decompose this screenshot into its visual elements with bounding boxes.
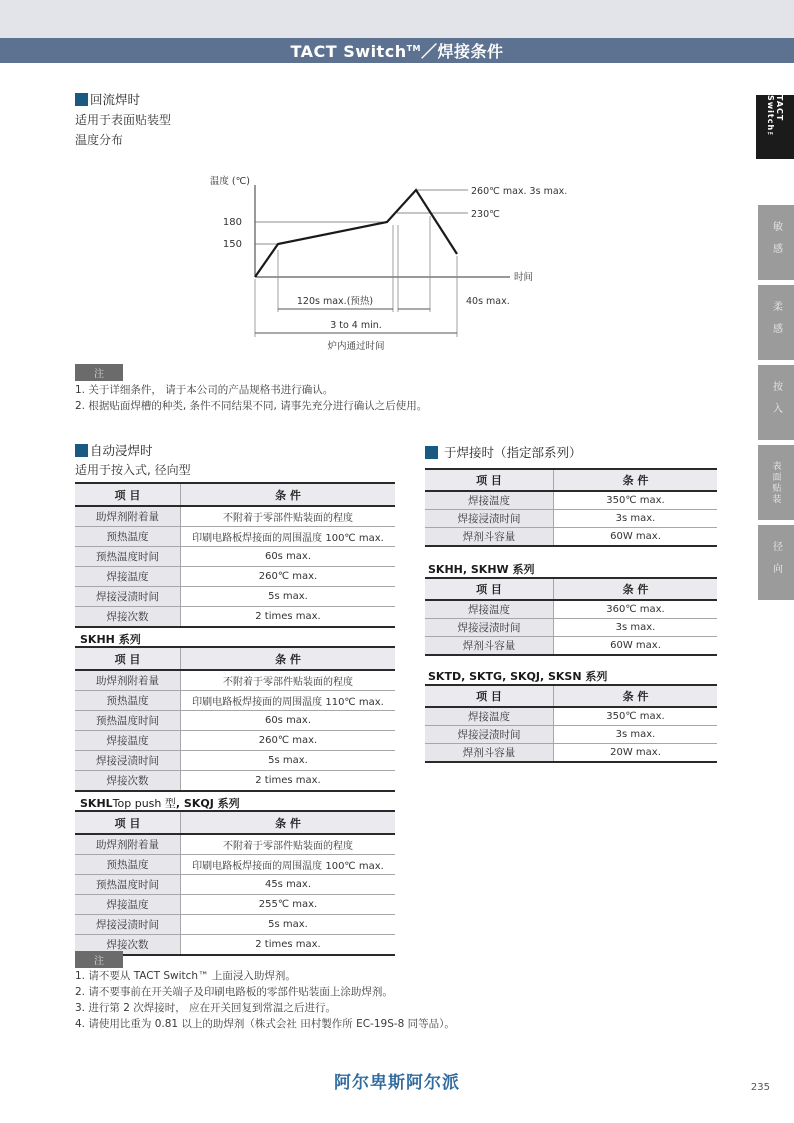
page-number: 235 bbox=[750, 1082, 770, 1093]
trademark-superscript: TM bbox=[406, 44, 421, 53]
item-cell: 焊接温度 bbox=[425, 600, 554, 619]
page-header-bar bbox=[0, 38, 794, 63]
condition-cell: 5s max. bbox=[181, 751, 396, 771]
table-row bbox=[75, 935, 395, 956]
side-tab-label: 按入 bbox=[770, 380, 782, 425]
condition-cell: 印刷电路板焊接面的周围温度 100℃ max. bbox=[181, 527, 396, 547]
item-cell: 焊接温度 bbox=[425, 491, 554, 510]
table-row bbox=[75, 915, 395, 935]
item-cell: 焊剂斗容量 bbox=[425, 637, 554, 656]
note-line: 3. 进行第 2 次焊接时， 应在开关回复到常温之后进行。 bbox=[75, 1002, 337, 1014]
table-row bbox=[75, 711, 395, 731]
condition-cell: 3s max. bbox=[554, 619, 718, 637]
condition-cell: 5s max. bbox=[181, 587, 396, 607]
skhh-table-title: SKHH 系列 bbox=[80, 633, 141, 646]
top-strip bbox=[0, 0, 794, 38]
table-row bbox=[75, 587, 395, 607]
item-cell: 预热温度时间 bbox=[75, 711, 181, 731]
dip-section-heading bbox=[75, 441, 153, 459]
table-row bbox=[75, 527, 395, 547]
condition-cell: 350℃ max. bbox=[606, 495, 665, 506]
skhl-table-title bbox=[80, 795, 240, 811]
item-cell: 预热温度 bbox=[75, 691, 181, 711]
sktd-table-title: SKTD, SKTG, SKQJ, SKSN 系列 bbox=[428, 670, 608, 683]
item-cell: 焊剂斗容量 bbox=[425, 744, 554, 763]
side-tab-smd bbox=[758, 445, 794, 520]
condition-cell: 印刷电路板焊接面的周围温度 110℃ max. bbox=[181, 691, 396, 711]
condition-cell: 260℃ max. bbox=[181, 567, 396, 587]
page-title-product: TACT Switch bbox=[290, 42, 407, 61]
dip-heading-text: 自动浸焊时 bbox=[90, 443, 153, 458]
item-cell: 预热温度时间 bbox=[75, 875, 181, 895]
note-line: 2. 根据贴面焊槽的种类, 条件不同结果不同, 请事先充分进行确认之后使用。 bbox=[75, 400, 428, 412]
total-duration-label: 3 to 4 min. bbox=[330, 320, 382, 331]
item-cell: 焊接温度 bbox=[75, 731, 181, 751]
table-row bbox=[75, 547, 395, 567]
condition-cell: 2 times max. bbox=[181, 607, 396, 628]
table-row bbox=[425, 726, 717, 744]
side-tab-label: 表面贴装 bbox=[770, 460, 781, 505]
table-row bbox=[75, 751, 395, 771]
note-line: 1. 请不要从 TACT Switch™ 上面浸入助焊剂。 bbox=[75, 970, 296, 982]
item-cell: 预热温度 bbox=[75, 527, 181, 547]
condition-cell: 20W max. bbox=[554, 744, 718, 763]
table-row bbox=[425, 707, 717, 726]
dip-skhl-table bbox=[75, 810, 395, 956]
condition-cell: 不附着于零部件贴装面的程度 bbox=[223, 841, 353, 852]
col-header-item: 项 目 bbox=[425, 469, 554, 491]
side-tab-soft bbox=[758, 285, 794, 360]
item-cell: 焊接次数 bbox=[75, 607, 181, 628]
side-tab-sensitive bbox=[758, 205, 794, 280]
dip-general-table bbox=[75, 482, 395, 628]
item-cell: 焊接浸渍时间 bbox=[425, 619, 554, 637]
brand-logo-text: 阿尔卑斯阿尔派 bbox=[334, 1073, 460, 1093]
item-cell: 焊接浸渍时间 bbox=[75, 915, 181, 935]
note-line: 4. 请使用比重为 0.81 以上的助焊剂（株式会社 田村製作所 EC-19S-8 同等品）。 bbox=[75, 1018, 455, 1030]
side-tab-label: 敏感 bbox=[770, 220, 782, 265]
side-tab-label: 径向 bbox=[770, 540, 782, 585]
hand-sktd-table bbox=[425, 684, 717, 763]
item-cell: 助焊剂附着量 bbox=[75, 670, 181, 691]
table-row bbox=[425, 491, 717, 510]
condition-cell: 60s max. bbox=[181, 547, 396, 567]
item-cell: 助焊剂附着量 bbox=[75, 834, 181, 855]
side-tab-pushin bbox=[758, 365, 794, 440]
col-header-condition: 条 件 bbox=[554, 578, 718, 600]
col-header-condition: 条 件 bbox=[554, 685, 718, 707]
table-row bbox=[425, 637, 717, 656]
note-line: 1. 关于详细条件， 请于本公司的产品规格书进行确认。 bbox=[75, 384, 334, 396]
reflow-heading-text: 回流焊时 bbox=[90, 92, 141, 107]
table-row bbox=[75, 875, 395, 895]
section-bullet-icon bbox=[75, 93, 88, 106]
col-header-condition: 条 件 bbox=[554, 469, 718, 491]
condition-cell: 2 times max. bbox=[181, 771, 396, 792]
item-cell: 焊接浸渍时间 bbox=[75, 751, 181, 771]
section-bullet-icon bbox=[425, 446, 438, 459]
temperature-curve bbox=[255, 190, 457, 277]
skhh-skhw-table-title: SKHH, SKHW 系列 bbox=[428, 563, 535, 576]
hand-skhh-skhw-table bbox=[425, 577, 717, 656]
page-title-subtitle: ／焊接条件 bbox=[421, 42, 504, 61]
hand-section-heading bbox=[425, 443, 582, 461]
col-header-condition: 条 件 bbox=[181, 483, 396, 506]
note-tag: 注 bbox=[75, 951, 123, 968]
section-bullet-icon bbox=[75, 444, 88, 457]
skhl-title-bold2: , SKQJ 系列 bbox=[175, 797, 240, 810]
condition-cell: 2 times max. bbox=[181, 935, 396, 956]
condition-cell: 5s max. bbox=[181, 915, 396, 935]
table-row bbox=[75, 607, 395, 628]
table-row bbox=[425, 600, 717, 619]
reflow-subheading1: 适用于表面贴装型 bbox=[75, 113, 172, 127]
col-header-item: 项 目 bbox=[75, 483, 181, 506]
item-cell: 焊接浸渍时间 bbox=[425, 510, 554, 528]
condition-cell: 印刷电路板焊接面的周围温度 100℃ max. bbox=[181, 855, 396, 875]
condition-cell: 不附着于零部件贴装面的程度 bbox=[223, 513, 353, 524]
item-cell: 焊接次数 bbox=[75, 771, 181, 792]
condition-cell: 不附着于零部件贴装面的程度 bbox=[223, 677, 353, 688]
item-cell: 焊接温度 bbox=[425, 707, 554, 726]
y-axis-label: 温度 (℃) bbox=[209, 176, 250, 187]
table-row bbox=[75, 691, 395, 711]
col-header-item: 项 目 bbox=[425, 578, 554, 600]
ytick-180: 180 bbox=[222, 217, 242, 228]
table-row bbox=[75, 771, 395, 792]
dip-skhh-table bbox=[75, 646, 395, 792]
side-tab-radial bbox=[758, 525, 794, 600]
oven-pass-caption: 炉内通过时间 bbox=[327, 341, 385, 352]
table-row bbox=[75, 567, 395, 587]
item-cell: 焊接次数 bbox=[75, 935, 181, 956]
peak-annotation: 260℃ max. 3s max. bbox=[471, 186, 568, 197]
item-cell: 焊接浸渍时间 bbox=[425, 726, 554, 744]
condition-cell: 60s max. bbox=[181, 711, 396, 731]
col-header-item: 项 目 bbox=[425, 685, 554, 707]
side-tab-label: 柔感 bbox=[770, 300, 782, 345]
condition-cell: 360℃ max. bbox=[606, 604, 665, 615]
col-header-item: 项 目 bbox=[75, 811, 181, 834]
reflow-subheading2: 温度分布 bbox=[75, 133, 124, 147]
reflow-temperature-chart bbox=[180, 160, 600, 360]
condition-cell: 3s max. bbox=[554, 726, 718, 744]
table-row bbox=[75, 731, 395, 751]
note-line: 2. 请不要事前在开关端子及印刷电路板的零部件贴装面上涂助焊剂。 bbox=[75, 986, 393, 998]
dip-subheading: 适用于按入式, 径向型 bbox=[75, 463, 191, 477]
preheat-duration-label: 120s max.(预热) bbox=[296, 296, 374, 307]
condition-cell: 255℃ max. bbox=[181, 895, 396, 915]
table-row bbox=[425, 528, 717, 547]
table-row bbox=[75, 670, 395, 691]
page-title bbox=[290, 39, 503, 62]
condition-cell: 45s max. bbox=[181, 875, 396, 895]
skhl-title-regular: Top push 型 bbox=[112, 797, 176, 810]
table-row bbox=[425, 744, 717, 763]
table-row bbox=[75, 855, 395, 875]
table-row bbox=[425, 510, 717, 528]
table-row bbox=[425, 619, 717, 637]
reflow-notes bbox=[75, 382, 427, 414]
skhl-title-bold: SKHL bbox=[80, 797, 113, 810]
condition-cell: 3s max. bbox=[554, 510, 718, 528]
side-tab-active bbox=[756, 95, 794, 159]
table-row bbox=[75, 895, 395, 915]
item-cell: 焊接浸渍时间 bbox=[75, 587, 181, 607]
side-tab-active-label: TACT Switch™ bbox=[766, 95, 784, 142]
item-cell: 焊剂斗容量 bbox=[425, 528, 554, 547]
dip-notes bbox=[75, 968, 455, 1032]
item-cell: 预热温度时间 bbox=[75, 547, 181, 567]
item-cell: 焊接温度 bbox=[75, 895, 181, 915]
table-row bbox=[75, 834, 395, 855]
hand-general-table bbox=[425, 468, 717, 547]
condition-cell: 260℃ max. bbox=[181, 731, 396, 751]
col-header-condition: 条 件 bbox=[181, 647, 396, 670]
col-header-item: 项 目 bbox=[75, 647, 181, 670]
condition-cell: 60W max. bbox=[554, 637, 718, 656]
col-header-condition: 条 件 bbox=[181, 811, 396, 834]
x-axis-label: 时间 bbox=[514, 272, 534, 283]
hand-heading-text: 于焊接时（指定部系列） bbox=[444, 445, 582, 460]
item-cell: 助焊剂附着量 bbox=[75, 506, 181, 527]
condition-cell: 350℃ max. bbox=[606, 711, 665, 722]
note-tag: 注 bbox=[75, 364, 123, 381]
above-230-duration-label: 40s max. bbox=[466, 296, 510, 307]
reflow-section-heading bbox=[75, 90, 140, 108]
condition-cell: 60W max. bbox=[554, 528, 718, 547]
ytick-150: 150 bbox=[222, 239, 242, 250]
item-cell: 预热温度 bbox=[75, 855, 181, 875]
ref-230-annotation: 230℃ bbox=[471, 209, 500, 220]
item-cell: 焊接温度 bbox=[75, 567, 181, 587]
table-row bbox=[75, 506, 395, 527]
